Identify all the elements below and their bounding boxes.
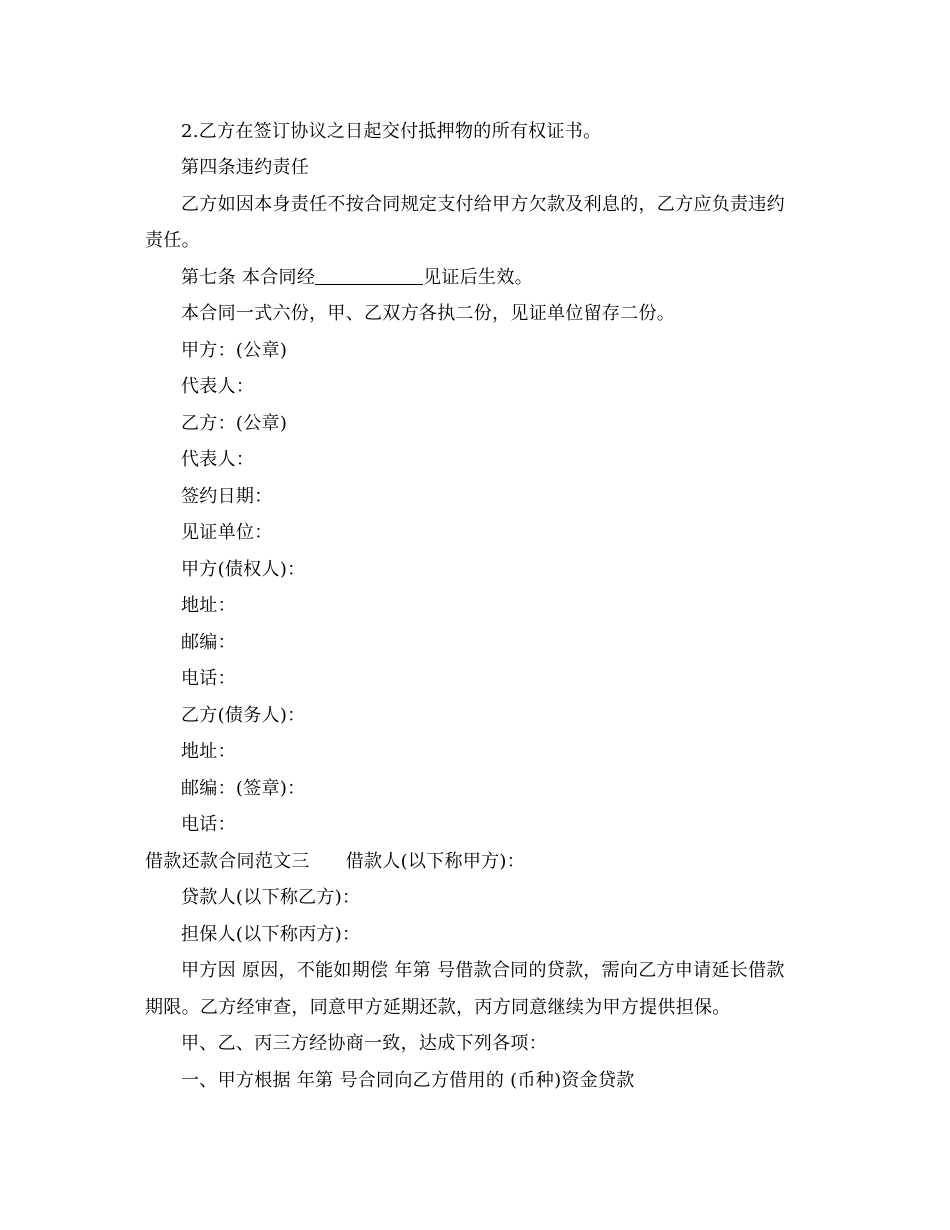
fill-blank bbox=[315, 266, 423, 285]
paragraph-line: 乙方如因本身责任不按合同规定支付给甲方欠款及利息的，乙方应负责违约 bbox=[181, 194, 785, 215]
paragraph-line: 甲方因 原因，不能如期偿 年第 号借款合同的贷款，需向乙方申请延长借款 bbox=[181, 960, 785, 981]
clause-text: 见证后生效。 bbox=[423, 267, 533, 288]
party-field: 电话： bbox=[181, 668, 236, 689]
party-field: 甲方(债权人)： bbox=[181, 559, 306, 580]
signature-field: 签约日期： bbox=[181, 486, 273, 507]
party-field: 地址： bbox=[181, 595, 236, 616]
effective-clause bbox=[181, 266, 533, 290]
section-heading: 第四条违约责任 bbox=[181, 157, 310, 178]
clause-text: 第七条 本合同经 bbox=[181, 267, 316, 288]
paragraph-line: 一、甲方根据 年第 号合同向乙方借用的 (币种)资金贷款 bbox=[181, 1070, 635, 1091]
signature-field: 代表人： bbox=[181, 376, 255, 397]
section-title-line bbox=[145, 850, 525, 874]
signature-field: 乙方：(公章) bbox=[181, 413, 288, 434]
party-field: 乙方(债务人)： bbox=[181, 705, 306, 726]
signature-field: 甲方：(公章) bbox=[181, 340, 288, 361]
signature-field: 代表人： bbox=[181, 449, 255, 470]
paragraph-line: 期限。乙方经审查，同意甲方延期还款，丙方同意继续为甲方提供担保。 bbox=[145, 997, 731, 1018]
paragraph-line: 甲、乙、丙三方经协商一致，达成下列各项： bbox=[181, 1033, 547, 1054]
party-field: 邮编：(签章)： bbox=[181, 778, 306, 799]
party-field: 贷款人(以下称乙方)： bbox=[181, 887, 361, 908]
party-field: 借款人(以下称甲方)： bbox=[345, 851, 526, 872]
party-field: 邮编： bbox=[181, 632, 236, 653]
party-field: 电话： bbox=[181, 814, 236, 835]
clause-line: 2.乙方在签订协议之日起交付抵押物的所有权证书。 bbox=[181, 121, 602, 142]
section-title: 借款还款合同范文三 bbox=[145, 851, 310, 872]
signature-field: 见证单位： bbox=[181, 522, 273, 543]
paragraph-line: 本合同一式六份，甲、乙双方各执二份，见证单位留存二份。 bbox=[181, 303, 676, 324]
party-field: 地址： bbox=[181, 741, 236, 762]
paragraph-line: 责任。 bbox=[145, 230, 200, 251]
party-field: 担保人(以下称丙方)： bbox=[181, 924, 361, 945]
